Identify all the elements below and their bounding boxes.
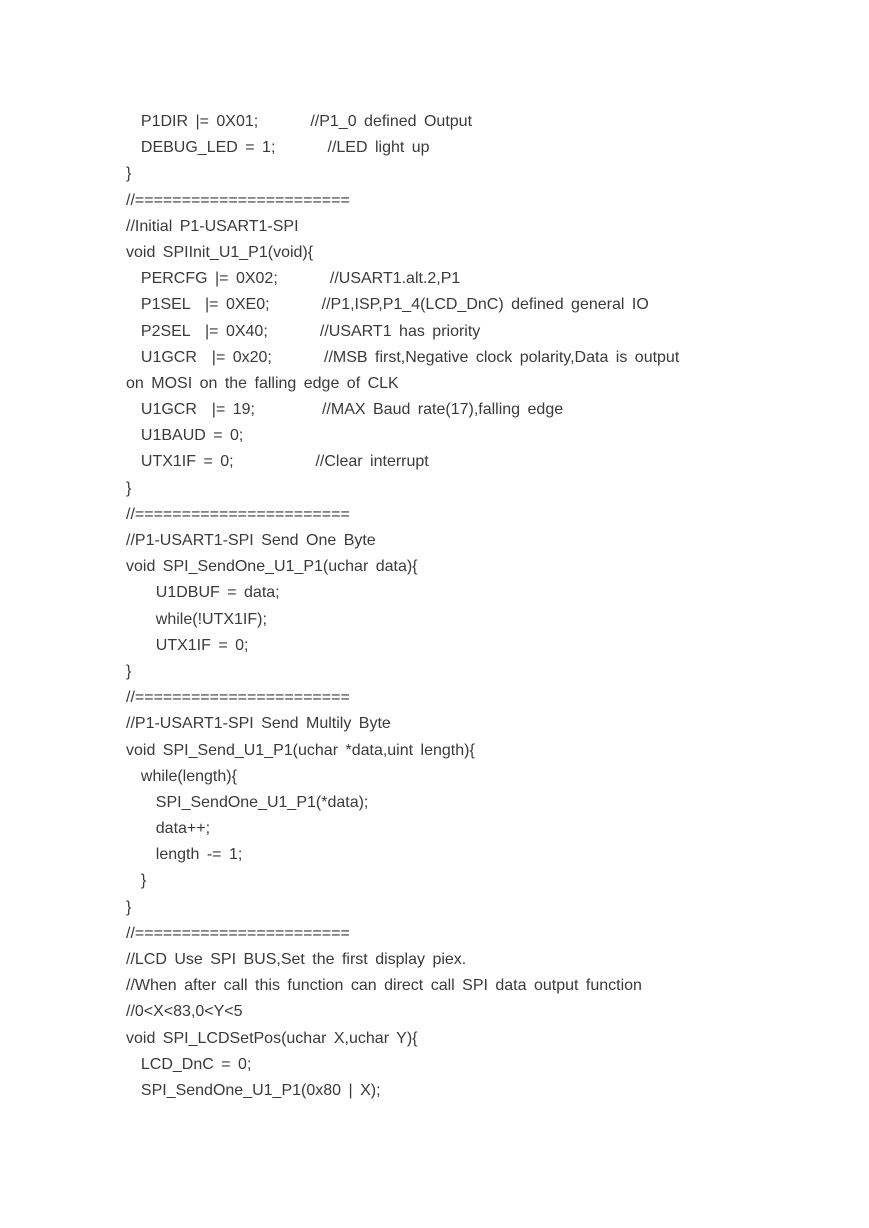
code-line: while(length){ [126,767,237,785]
code-comment: //P1-USART1-SPI Send One Byte [126,532,376,549]
code-line: } [126,479,132,497]
code-line-wrap: on MOSI on the falling edge of CLK [126,374,399,392]
separator-comment: //======================= [126,191,350,209]
code-comment: //When after call this function can direct call SPI data output function [126,977,642,995]
separator-comment: //======================= [126,924,350,942]
code-line: length -= 1; [126,846,243,864]
code-comment: //LCD Use SPI BUS,Set the first display piex. [126,951,467,968]
code-line: P1SEL |= 0XE0; //P1,ISP,P1_4(LCD_DnC) defined general IO [126,296,649,314]
code-line: } [126,898,132,916]
function-signature: void SPI_LCDSetPos(uchar X,uchar Y){ [126,1029,418,1047]
code-line: } [126,872,147,890]
code-line: } [126,662,132,680]
code-comment: //Initial P1-USART1-SPI [126,217,299,235]
code-listing [126,109,826,1104]
separator-comment: //======================= [126,505,350,523]
code-line: U1GCR |= 0x20; //MSB first,Negative clock polarity,Data is output [126,348,680,366]
function-signature: void SPIInit_U1_P1(void){ [126,243,314,261]
code-line: U1DBUF = data; [126,584,280,602]
code-line: P2SEL |= 0X40; //USART1 has priority [126,322,481,340]
code-line: DEBUG_LED = 1; //LED light up [126,139,430,157]
code-line: LCD_DnC = 0; [126,1055,252,1073]
code-line: P1DIR |= 0X01; //P1_0 defined Output [126,113,473,130]
code-line: } [126,165,132,183]
code-line: U1BAUD = 0; [126,427,244,445]
function-signature: void SPI_Send_U1_P1(uchar *data,uint length){ [126,741,475,759]
code-comment: //P1-USART1-SPI Send Multily Byte [126,715,391,733]
code-comment: //0<X<83,0<Y<5 [126,1003,243,1021]
code-line: while(!UTX1IF); [126,610,267,628]
code-line: SPI_SendOne_U1_P1(*data); [126,793,369,811]
code-line: U1GCR |= 19; //MAX Baud rate(17),falling edge [126,401,564,419]
code-line: UTX1IF = 0; //Clear interrupt [126,453,429,471]
separator-comment: //======================= [126,689,350,707]
code-line: data++; [126,820,211,838]
code-line: PERCFG |= 0X02; //USART1.alt.2,P1 [126,270,461,288]
function-signature: void SPI_SendOne_U1_P1(uchar data){ [126,558,418,576]
code-line: UTX1IF = 0; [126,636,249,654]
code-line: SPI_SendOne_U1_P1(0x80 | X); [126,1081,381,1099]
